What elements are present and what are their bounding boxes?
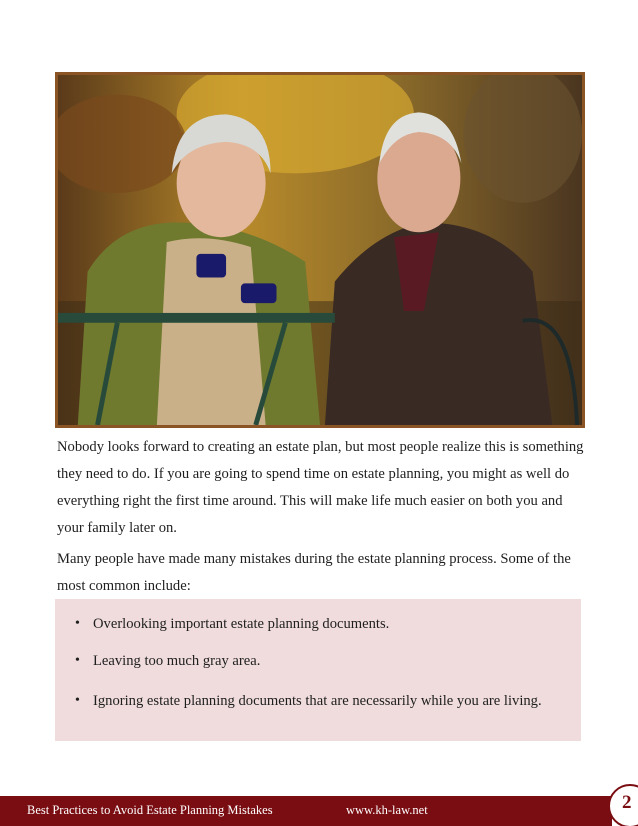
bullet-icon: •: [75, 653, 80, 668]
footer-title: Best Practices to Avoid Estate Planning Mistakes: [27, 803, 273, 817]
list-item-text: Overlooking important estate planning documents.: [93, 616, 390, 632]
mistakes-list-box: [55, 599, 581, 741]
bullet-icon: •: [75, 616, 80, 631]
list-item-text: Leaving too much gray area.: [93, 653, 261, 669]
elderly-couple-photo: [55, 72, 585, 428]
footer-url[interactable]: www.kh-law.net: [346, 803, 428, 817]
photo-illustration: [58, 75, 582, 425]
mistakes-intro-paragraph: Many people have made many mistakes during the estate planning process. Some of the most common include:: [57, 551, 571, 594]
intro-paragraph: Nobody looks forward to creating an estate plan, but most people realize this is something they need to do. If you are going to spend time on estate planning, you might as well do everything right the first time around. This will make life much easier on both you and your family later on.: [57, 439, 584, 536]
list-item: [75, 612, 563, 636]
bullet-icon: •: [75, 693, 80, 708]
list-item: [75, 649, 563, 673]
list-item: [75, 689, 563, 713]
page-number: 2: [622, 792, 632, 813]
list-item-text: Ignoring estate planning documents that are necessarily while you are living.: [93, 693, 542, 709]
